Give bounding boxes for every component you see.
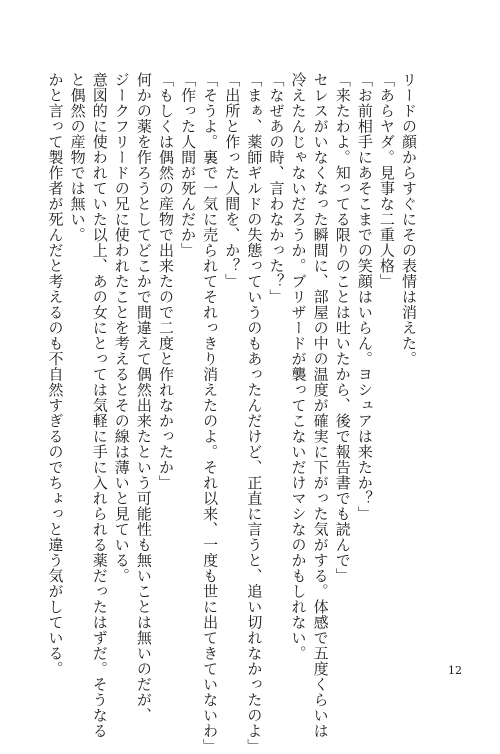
text-line-17: かと言って製作者が死んだと考えるのも不自然すぎるのでちょっと違う気がしている。 xyxy=(46,72,65,677)
text-line-3: 「お前相手にあそこまでの笑顔はいらん。ヨシュアは来たか？」 xyxy=(355,72,374,522)
text-line-11: 「作った人間が死んだか」 xyxy=(179,72,198,258)
text-line-4: 「来たわよ。知ってる限りのことは吐いたから、後で報告書でも読んで」 xyxy=(333,72,352,584)
text-line-2: 「あらヤダ。見事な二重人格」 xyxy=(377,72,396,289)
text-line-15: 意図的に使われていた以上、あの女にとっては気軽に手に入れられる薬だったはずだ。そうなる xyxy=(90,72,109,739)
text-line-13: 何かの薬を作ろうとしてどこかで間違えて偶然出来たという可能性も無いことは無いのだが、 xyxy=(134,72,153,723)
vertical-text-body xyxy=(46,72,420,754)
text-line-10: 「そうよ。裏で一気に売られてそれっきり消えたのよ。それ以来、一度も世に出てきていないわ」 xyxy=(201,72,220,754)
text-line-5: セレスがいなくなった瞬間に、部屋の中の温度が確実に下がった気がする。体感で五度くらいは xyxy=(311,72,330,739)
text-line-8: 「まぁ、薬師ギルドの失態っていうのもあったんだけど、正直に言うと、追い切れなかったのよ」 xyxy=(245,72,264,754)
text-line-12: 「もしくは偶然の産物で出来たので二度と作れなかったか」 xyxy=(156,72,175,491)
text-line-16: と偶然の産物では無い。 xyxy=(68,72,87,243)
text-line-6: 冷えたんじゃないだろうか。ブリザードが襲ってこないだけマシなのかもしれない。 xyxy=(289,72,308,661)
text-line-9: 「出所と作った人間を、か？」 xyxy=(223,72,242,289)
text-line-14: ジークフリードの兄に使われたことを考えるとその線は薄いと見ている。 xyxy=(112,72,131,584)
text-line-7: 「なぜあの時、言わなかった？」 xyxy=(267,72,286,305)
page-number: 12 xyxy=(448,664,462,677)
text-line-1: リードの顔からすぐにその表情は消えた。 xyxy=(400,72,418,367)
